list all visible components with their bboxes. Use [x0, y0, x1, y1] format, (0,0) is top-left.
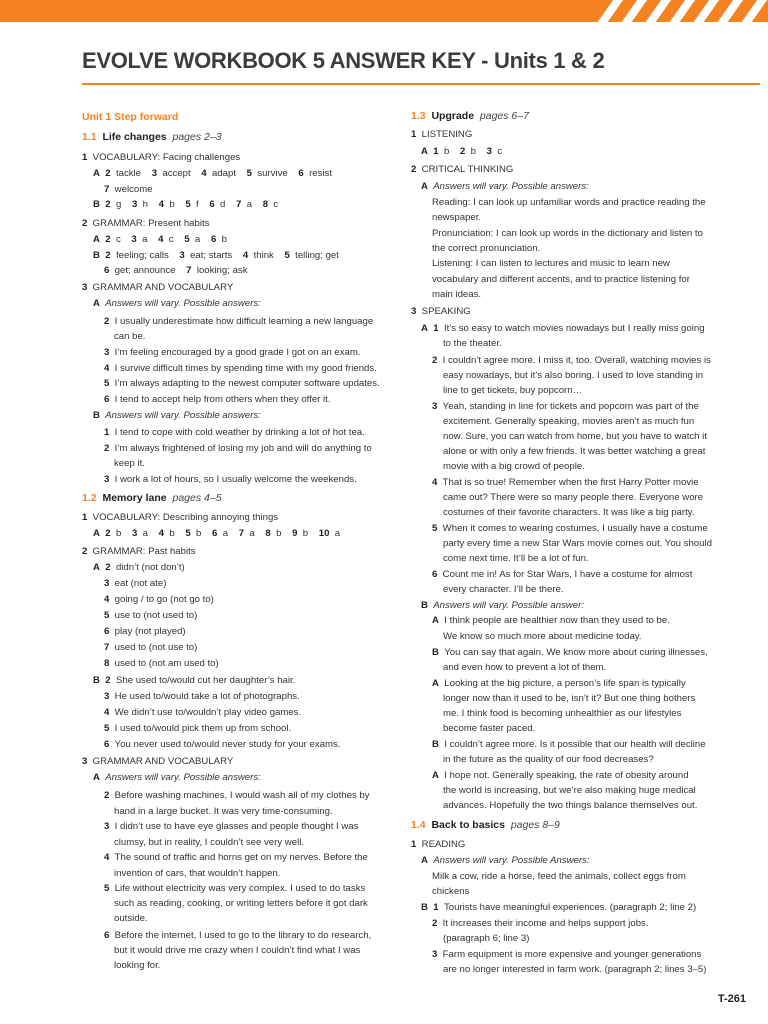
right-column-line: and even how to prevent a lot of them. [443, 662, 607, 673]
left-column-line: 4 I survive difficult times by spending time with my good friends. [104, 363, 377, 374]
left-column-line: 2 GRAMMAR: Present habits [82, 218, 210, 229]
left-column-line: 3 He used to/would take a lot of photographs. [104, 691, 300, 702]
left-column-line: 1.1 Life changes pages 2–3 [82, 131, 222, 143]
right-column-line: 6 Count me in! As for Star Wars, I have a costume for almost [432, 569, 693, 580]
left-column-line: clumsy, but in reality, I couldn’t see very well. [114, 837, 304, 848]
left-column-line: 3 I’m feeling encouraged by a good grade I got on an exam. [104, 347, 361, 358]
left-column-line: 3 I work a lot of hours, so I usually welcome the weekends. [104, 474, 357, 485]
left-column-line: outside. [114, 913, 148, 924]
right-column-line: easy nowadays, but it’s also boring. I used to love standing in [443, 370, 704, 381]
right-column-line: B Answers will vary. Possible answer: [421, 600, 584, 611]
left-column-line: B 2 She used to/would cut her daughter’s hair. [93, 675, 296, 686]
left-column-line: but it would drive me crazy when I couldn’t find what I was [114, 945, 361, 956]
right-column-line: 2 CRITICAL THINKING [411, 164, 514, 175]
right-column-line: B You can say that again. We know more about curing illnesses, [432, 647, 708, 658]
left-column-line: A Answers will vary. Possible answers: [93, 298, 261, 309]
right-column-line: alone or with only a few friends. It was better watching a great [443, 446, 706, 457]
right-column-line: advances. Hopefully the two things balance themselves out. [443, 800, 698, 811]
right-column-line: 5 When it comes to wearing costumes, I usually have a costume [432, 523, 708, 534]
right-column-line: 1.3 Upgrade pages 6–7 [411, 110, 529, 122]
left-column-line: 6 get; announce 7 looking; ask [104, 265, 248, 276]
left-column-line: B 2 g 3 h 4 b 5 f 6 d 7 a 8 c [93, 199, 279, 210]
right-column-line: A 1 b 2 b 3 c [421, 146, 503, 157]
left-column-line: hand in a large bucket. It was very time-consuming. [114, 806, 333, 817]
left-column-line: 3 GRAMMAR AND VOCABULARY [82, 756, 234, 767]
right-column-line: B 1 Tourists have meaningful experiences. (paragraph 2; line 2) [421, 902, 697, 913]
right-column-line: (paragraph 6; line 3) [443, 933, 530, 944]
right-column-line: 3 SPEAKING [411, 306, 471, 317]
left-column-line: 5 I used to/would pick them up from school. [104, 723, 292, 734]
left-column-line: 7 used to (not use to) [104, 642, 198, 653]
left-column-line: A 2 tackle 3 accept 4 adapt 5 survive 6 resist [93, 168, 332, 179]
left-column-line: can be. [114, 331, 146, 342]
right-column-line: line to get tickets, buy popcorn… [443, 385, 583, 396]
page-number: T-261 [717, 993, 746, 1005]
right-column-line: 2 I couldn’t agree more. I miss it, too. Overall, watching movies is [432, 355, 711, 366]
right-column-line: Milk a cow, ride a horse, feed the animals, collect eggs from [432, 871, 686, 882]
right-column-line: Pronunciation: I can look up words in the dictionary and listen to [432, 228, 703, 239]
right-column-line: 3 Farm equipment is more expensive and younger generations [432, 949, 702, 960]
left-column-line: 1 I tend to cope with cold weather by drinking a lot of hot tea. [104, 427, 365, 438]
right-column-line: A Answers will vary. Possible answers: [421, 181, 589, 192]
right-column-line: A Looking at the big picture, a person’s life span is typically [432, 678, 686, 689]
page-title: EVOLVE WORKBOOK 5 ANSWER KEY - Units 1 & 2 [82, 48, 605, 73]
left-column-line: 4 going / to go (not go to) [104, 594, 214, 605]
left-column-line: looking for. [114, 960, 161, 971]
right-column-line: A 1 It’s so easy to watch movies nowadays but I really miss going [421, 323, 705, 334]
right-column-line: main ideas. [432, 289, 482, 300]
left-column-line: 6 I tend to accept help from others when they offer it. [104, 394, 331, 405]
right-column-line: costumes of their favorite characters. It was like a big party. [443, 507, 695, 518]
right-column-line: come next time. It’ll be a lot of fun. [443, 553, 589, 564]
right-column-line: B I couldn’t agree more. Is it possible that our health will decline [432, 739, 706, 750]
left-column-line: invention of cars, that wouldn’t happen. [114, 868, 281, 879]
right-column-line: Listening: I can listen to lectures and music to learn new [432, 258, 670, 269]
right-column-line: in the future as the quality of our food decreases? [443, 754, 654, 765]
left-column-line: 6 Before the internet, I used to go to the library to do research, [104, 930, 372, 941]
right-column-line: A I hope not. Generally speaking, the rate of obesity around [432, 770, 689, 781]
right-column-line: chickens [432, 886, 470, 897]
left-column-line: 7 welcome [104, 184, 153, 195]
right-column-line: are no longer interested in farm work. (paragraph 2; lines 3–5) [443, 964, 707, 975]
right-column-line: the correct pronunciation. [432, 243, 541, 254]
left-column-line: 2 Before washing machines, I would wash all of my clothes by [104, 790, 370, 801]
left-column-line: 2 I usually underestimate how difficult learning a new language [104, 316, 374, 327]
left-column-line: 6 You never used to/would never study for your exams. [104, 739, 341, 750]
right-column-line: A I think people are healthier now than they used to be. [432, 615, 670, 626]
title-divider [82, 83, 760, 85]
left-column-line: 4 We didn’t use to/wouldn’t play video games. [104, 707, 302, 718]
left-column-line: 6 play (not played) [104, 626, 186, 637]
right-column-line: longer now than it used to be, isn’t it? But one thing bothers [443, 693, 696, 704]
left-column-line: 2 I’m always frightened of losing my job and will do anything to [104, 443, 372, 454]
right-column-line: me. I think food is becoming unhealthier as our lifestyles [443, 708, 682, 719]
left-column-line: 3 I didn’t use to have eye glasses and people thought I was [104, 821, 359, 832]
right-column-line: excitement. Generally speaking, movies aren’t as much fun [443, 416, 695, 427]
left-column-line: 3 eat (not ate) [104, 578, 167, 589]
left-column-line: 3 GRAMMAR AND VOCABULARY [82, 282, 234, 293]
left-column-line: 5 use to (not used to) [104, 610, 198, 621]
left-column-line: 5 Life without electricity was very complex. I used to do tasks [104, 883, 366, 894]
right-column-line: newspaper. [432, 212, 482, 223]
top-orange-bar [0, 0, 768, 22]
left-column-line: Unit 1 Step forward [82, 111, 179, 123]
right-column-line: 4 That is so true! Remember when the first Harry Potter movie [432, 477, 699, 488]
right-column-line: now. Sure, you can watch from home, but you have to watch it [443, 431, 707, 442]
left-column-line: 2 GRAMMAR: Past habits [82, 546, 196, 557]
right-column-line: came out? There were so many people there. Everyone wore [443, 492, 704, 503]
right-column-line: movie with a big crowd of people. [443, 461, 585, 472]
right-column-line: 2 It increases their income and helps support jobs. [432, 918, 649, 929]
right-column-line: vocabulary and different accents, and to practice listening for [432, 274, 690, 285]
left-column-line: B 2 feeling; calls 3 eat; starts 4 think 5 telling; get [93, 250, 339, 261]
right-column-line: party every time a new Star Wars movie comes out. You should [443, 538, 712, 549]
right-column-line: become faster paced. [443, 723, 536, 734]
right-column-line: Reading: I can look up unfamiliar words and practice reading the [432, 197, 706, 208]
left-column-line: keep it. [114, 458, 145, 469]
left-column-line: A 2 b 3 a 4 b 5 b 6 a 7 a 8 b 9 b 10 a [93, 528, 341, 539]
right-column-line: every character. I’ll be there. [443, 584, 564, 595]
left-column-line: 5 I’m always adapting to the newest computer software updates. [104, 378, 380, 389]
right-column-line: 1 READING [411, 839, 466, 850]
left-column-line: 8 used to (not am used to) [104, 658, 219, 669]
right-column-line: the world is increasing, but we’re also making huge medical [443, 785, 696, 796]
right-column-line: 1 LISTENING [411, 129, 473, 140]
left-column-line: such as reading, cooking, or writing letters before it got dark [114, 898, 368, 909]
left-column-line: 1.2 Memory lane pages 4–5 [82, 492, 222, 504]
right-column-line: We know so much more about medicine today. [443, 631, 642, 642]
left-column-line: 1 VOCABULARY: Facing challenges [82, 152, 241, 163]
left-column-line: A Answers will vary. Possible answers: [93, 772, 261, 783]
left-column-line: B Answers will vary. Possible answers: [93, 410, 261, 421]
left-column-line: 4 The sound of traffic and horns get on my nerves. Before the [104, 852, 368, 863]
right-column-line: to the theater. [443, 338, 502, 349]
right-column-line: 1.4 Back to basics pages 8–9 [411, 819, 560, 831]
left-column-line: A 2 didn’t (not don’t) [93, 562, 185, 573]
left-column-line: 1 VOCABULARY: Describing annoying things [82, 512, 279, 523]
left-column-line: A 2 c 3 a 4 c 5 a 6 b [93, 234, 227, 245]
right-column-line: A Answers will vary. Possible Answers: [421, 855, 590, 866]
right-column-line: 3 Yeah, standing in line for tickets and popcorn was part of the [432, 401, 699, 412]
